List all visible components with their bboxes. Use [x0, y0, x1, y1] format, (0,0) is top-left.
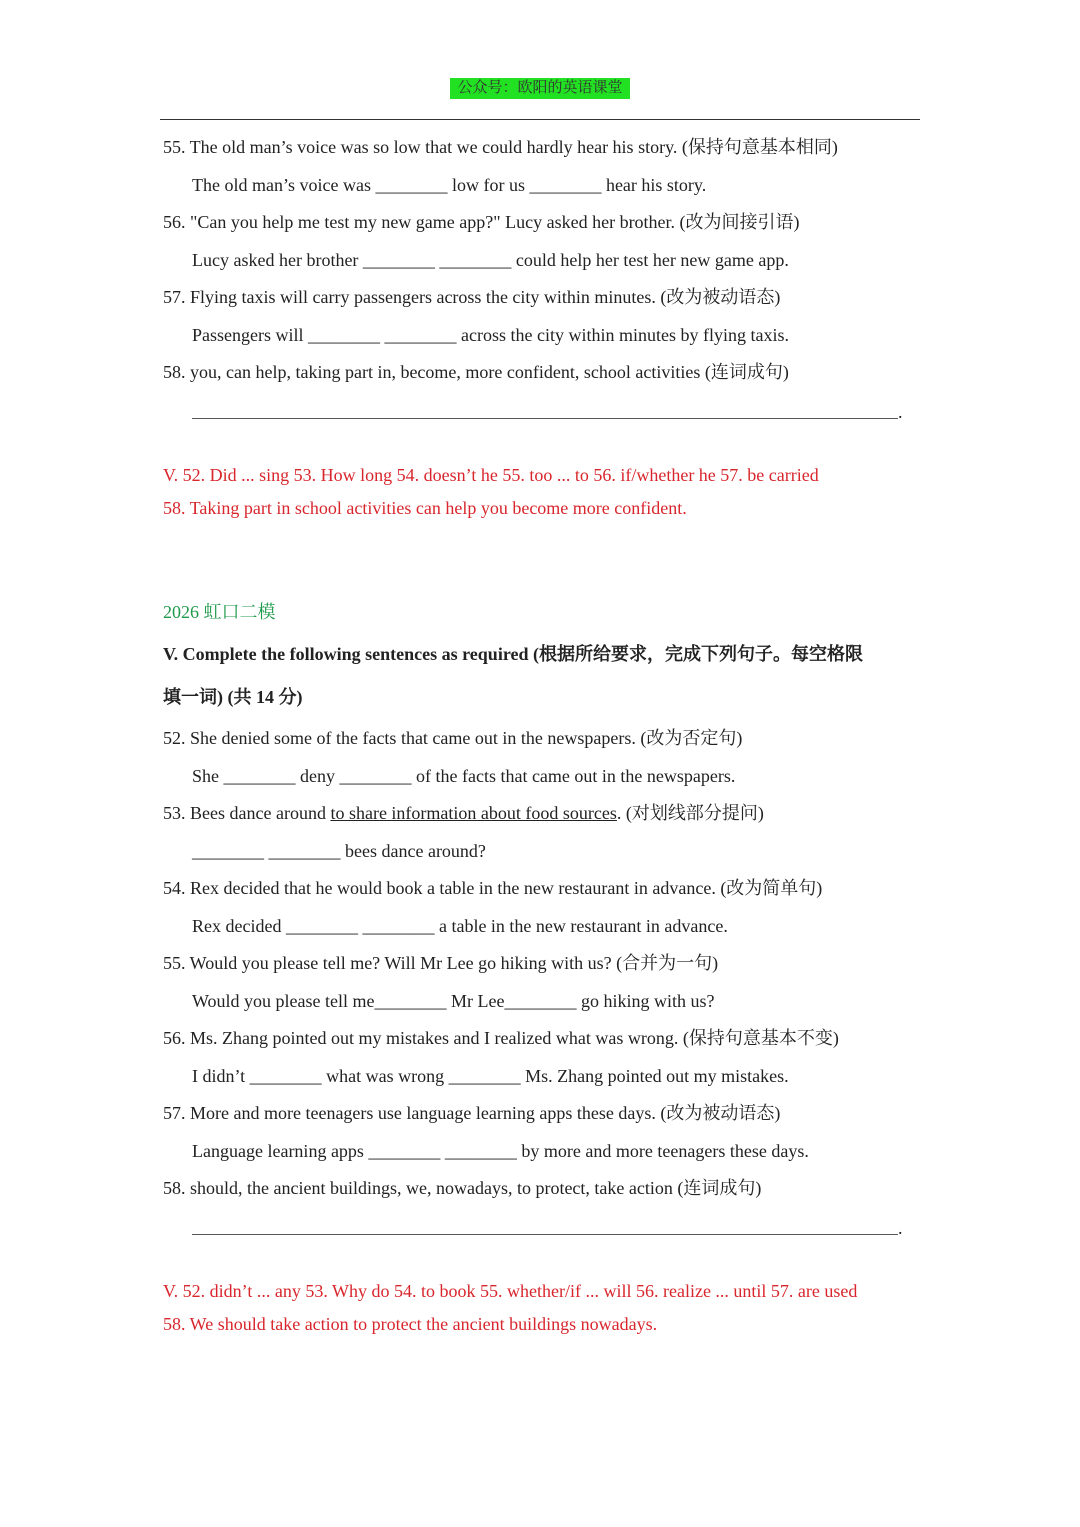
question-57-fill: Passengers will ________ ________ across the city within minutes by flying taxis.: [192, 325, 789, 345]
question-57b-fill: Language learning apps ________ ________ by more and more teenagers these days.: [192, 1141, 809, 1161]
header-tag: 公众号：欧阳的英语课堂: [450, 78, 630, 99]
question-55-fill: The old man’s voice was ________ low for us ________ hear his story.: [192, 175, 707, 195]
answer-key-line-2: 58. Taking part in school activities can help you become more confident.: [163, 498, 687, 518]
question-56b-prompt: 56. Ms. Zhang pointed out my mistakes and I realized what was wrong. (保持句意基本不变): [163, 1028, 839, 1048]
question-55-prompt: 55. The old man’s voice was so low that we could hardly hear his story. (保持句意基本相同): [163, 137, 838, 157]
answer-line: [192, 418, 898, 419]
answer-key-line-1: V. 52. didn’t ... any 53. Why do 54. to book 55. whether/if ... will 56. realize ... until 57. are used: [163, 1281, 858, 1301]
answer-line-period: .: [898, 1218, 903, 1238]
source-label: 2026 虹口二模: [163, 602, 276, 622]
question-55b-fill: Would you please tell me________ Mr Lee________ go hiking with us?: [192, 991, 715, 1011]
answer-line: [192, 1234, 898, 1235]
header-divider: [160, 119, 920, 120]
question-54-prompt: 54. Rex decided that he would book a table in the new restaurant in advance. (改为简单句): [163, 878, 823, 898]
section-instruction-line-2: 填一词) (共 14 分): [163, 687, 303, 707]
question-55b-prompt: 55. Would you please tell me? Will Mr Lee go hiking with us? (合并为一句): [163, 953, 719, 973]
question-53-underlined: to share information about food sources: [330, 803, 617, 823]
question-57-prompt: 57. Flying taxis will carry passengers across the city within minutes. (改为被动语态): [163, 287, 781, 307]
question-52-fill: She ________ deny ________ of the facts that came out in the newspapers.: [192, 766, 736, 786]
answer-line-period: .: [898, 402, 903, 422]
question-57b-prompt: 57. More and more teenagers use language learning apps these days. (改为被动语态): [163, 1103, 781, 1123]
question-53-prompt: [163, 801, 764, 825]
question-56-fill: Lucy asked her brother ________ ________ could help her test her new game app.: [192, 250, 789, 270]
question-53-text: 53. Bees dance around: [163, 803, 331, 823]
question-58-prompt: 58. you, can help, taking part in, become, more confident, school activities (连词成句): [163, 362, 789, 382]
question-58b-prompt: 58. should, the ancient buildings, we, nowadays, to protect, take action (连词成句): [163, 1178, 762, 1198]
question-52-prompt: 52. She denied some of the facts that came out in the newspapers. (改为否定句): [163, 728, 743, 748]
question-54-fill: Rex decided ________ ________ a table in the new restaurant in advance.: [192, 916, 728, 936]
question-56-prompt: 56. "Can you help me test my new game app?" Lucy asked her brother. (改为间接引语): [163, 212, 800, 232]
question-56b-fill: I didn’t ________ what was wrong ________ Ms. Zhang pointed out my mistakes.: [192, 1066, 789, 1086]
answer-key-line-2: 58. We should take action to protect the ancient buildings nowadays.: [163, 1314, 658, 1334]
question-53-fill: ________ ________ bees dance around?: [192, 841, 486, 861]
answer-key-line-1: V. 52. Did ... sing 53. How long 54. doesn’t he 55. too ... to 56. if/whether he 57. be carried: [163, 465, 819, 485]
question-53-instruction: . (对划线部分提问): [616, 803, 764, 823]
section-instruction-line-1: V. Complete the following sentences as required (根据所给要求，完成下列句子。每空格限: [163, 644, 863, 664]
